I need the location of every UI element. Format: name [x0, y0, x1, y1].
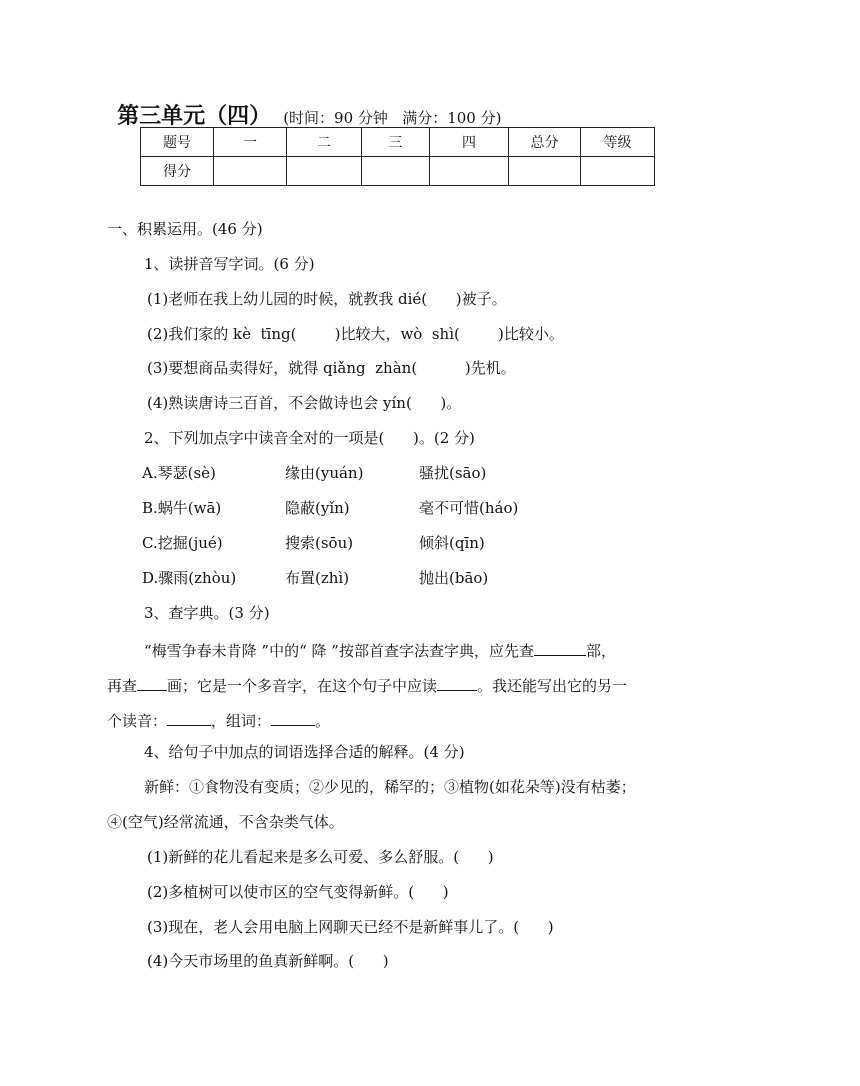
q2-option-d-2: 布置(zhì)	[285, 569, 350, 587]
q4-item-4: (4)今天市场里的鱼真新鲜啊。( )	[147, 952, 389, 970]
q1-item-2: (2)我们家的 kè tīng( )比较大，wò shì( )比较小。	[147, 325, 564, 343]
q1-item-4: (4)熟读唐诗三百首，不会做诗也会 yín( )。	[147, 394, 462, 412]
cell-part-4: 四	[430, 128, 509, 157]
score-input-1[interactable]	[214, 157, 287, 186]
q2-option-c-1: C.挖掘(jué)	[142, 534, 223, 552]
other-reading-blank[interactable]	[167, 709, 211, 726]
q4-item-2: (2)多植树可以使市区的空气变得新鲜。( )	[147, 883, 449, 901]
stroke-count-blank[interactable]	[137, 674, 167, 691]
q3-line-3-text-c: 。	[315, 712, 331, 730]
q3-title: 3、查字典。(3 分)	[144, 604, 270, 622]
score-input-4[interactable]	[430, 157, 509, 186]
cell-question-no: 题号	[141, 128, 214, 157]
cell-part-3: 三	[362, 128, 430, 157]
q3-line-1	[144, 639, 616, 661]
q4-item-1: (1)新鲜的花儿看起来是多么可爱、多么舒服。( )	[147, 848, 494, 866]
cell-total: 总分	[509, 128, 581, 157]
score-input-grade[interactable]	[581, 157, 655, 186]
q4-definition-line-1: 新鲜：①食物没有变质；②少见的，稀罕的；③植物(如花朵等)没有枯萎；	[144, 778, 636, 796]
score-table	[140, 127, 655, 186]
unit-title: 第三单元（四）	[117, 104, 272, 129]
q3-line-2-text-a: 再查	[107, 677, 138, 695]
q2-option-a-1: A.琴瑟(sè)	[142, 464, 216, 482]
page-title	[107, 80, 501, 130]
q3-line-3-text-b: ，组词：	[211, 712, 272, 730]
q2-title: 2、下列加点字中读音全对的一项是( )。(2 分)	[144, 429, 475, 447]
q1-item-1: (1)老师在我上幼儿园的时候，就教我 dié( )被子。	[147, 290, 507, 308]
q2-option-a-3: 骚扰(sāo)	[419, 464, 487, 482]
q2-option-d-3: 抛出(bāo)	[419, 569, 489, 587]
q3-line-1-tail: 部，	[585, 642, 616, 660]
q3-line-2-text-c: 。我还能写出它的另一	[477, 677, 628, 695]
cell-part-1: 一	[214, 128, 287, 157]
q1-title: 1、读拼音写字词。(6 分)	[144, 255, 315, 273]
cell-grade: 等级	[581, 128, 655, 157]
q3-line-1-text: “梅雪争春未肯降 ”中的“ 降 ”按部首查字法查字典，应先查	[144, 642, 534, 660]
q3-line-3-text-a: 个读音：	[107, 712, 168, 730]
q3-line-3	[107, 709, 330, 731]
q3-line-2-text-b: 画；它是一个多音字，在这个句子中应读	[167, 677, 438, 695]
q4-item-3: (3)现在，老人会用电脑上网聊天已经不是新鲜事儿了。( )	[147, 918, 554, 936]
score-input-2[interactable]	[287, 157, 362, 186]
score-table-header-row	[141, 128, 655, 157]
cell-score-label: 得分	[141, 157, 214, 186]
exam-meta: (时间：90 分钟 满分：100 分)	[283, 109, 502, 127]
q2-option-b-3: 毫不可惜(háo)	[419, 499, 519, 517]
word-blank[interactable]	[271, 709, 315, 726]
radical-blank[interactable]	[534, 639, 586, 656]
score-input-3[interactable]	[362, 157, 430, 186]
q4-title: 4、给句子中加点的词语选择合适的解释。(4 分)	[144, 743, 465, 761]
section-heading: 一、积累运用。(46 分)	[107, 220, 263, 238]
q2-option-b-2: 隐蔽(yǐn)	[285, 499, 350, 517]
q2-option-c-3: 倾斜(qīn)	[419, 534, 485, 552]
q1-item-3: (3)要想商品卖得好，就得 qiǎng zhàn( )先机。	[147, 359, 516, 377]
reading-blank[interactable]	[437, 674, 477, 691]
q2-option-d-1: D.骤雨(zhòu)	[142, 569, 237, 587]
q4-definition-line-2: ④(空气)经常流通，不含杂类气体。	[107, 813, 344, 831]
q2-option-b-1: B.蜗牛(wā)	[142, 499, 222, 517]
q3-line-2	[107, 674, 627, 696]
q2-option-c-2: 搜索(sōu)	[285, 534, 354, 552]
score-table-score-row	[141, 157, 655, 186]
q2-option-a-2: 缘由(yuán)	[285, 464, 364, 482]
score-input-total[interactable]	[509, 157, 581, 186]
cell-part-2: 二	[287, 128, 362, 157]
